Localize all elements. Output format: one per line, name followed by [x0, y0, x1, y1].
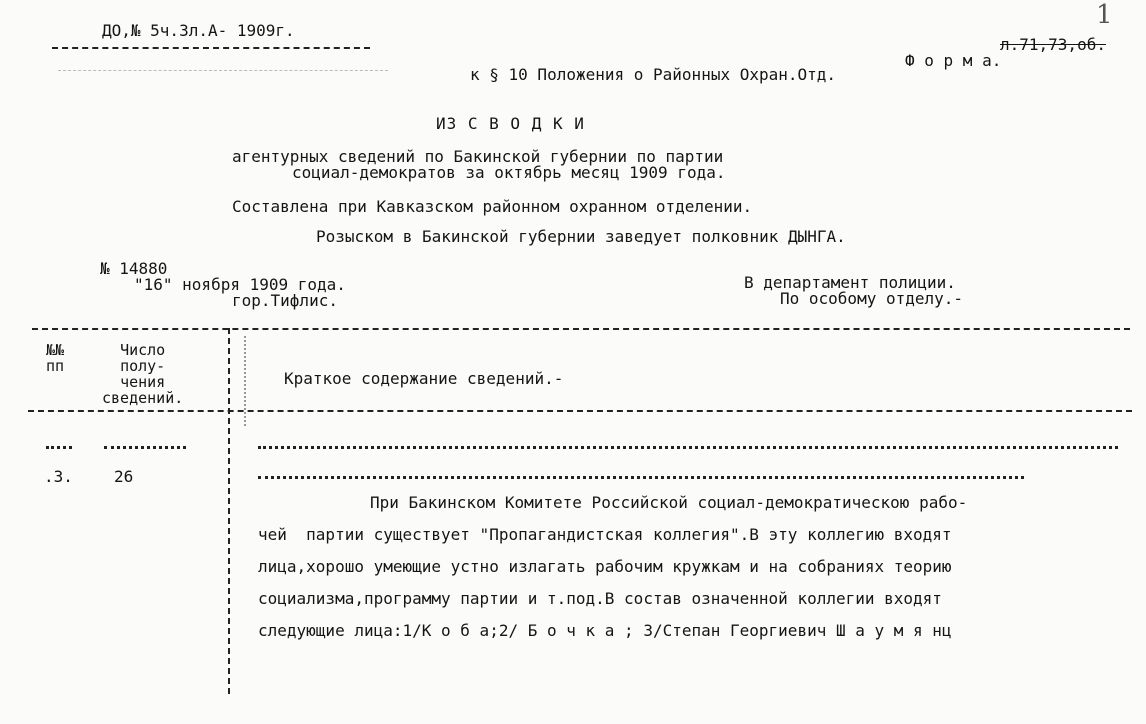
regulation-line: к § 10 Положения о Районных Охран.Отд. — [470, 65, 837, 84]
addressee-department: В департамент полиции. — [744, 273, 956, 292]
row-count: 26 — [114, 467, 134, 486]
summary-subtitle-line2: социал-демократов за октябрь месяц 1909 года. — [292, 163, 726, 182]
summary-heading: ИЗ С В О Д К И — [436, 114, 585, 133]
column-header-number: №№ пп — [46, 341, 65, 375]
corner-handwritten-mark: 1 — [1096, 0, 1113, 30]
summary-subtitle-line1: агентурных сведений по Бакинской губернии по партии — [232, 147, 724, 166]
column-divider-right — [244, 336, 246, 426]
content-line: лица,хорошо умеющие устно излагать рабочим кружкам и на собраниях теорию — [258, 557, 952, 576]
content-line: социализма,программу партии и т.под.В состав означенной коллегии входят — [258, 589, 942, 608]
archive-reference: ДО,№ 5ч.3л.А- 1909г. — [102, 21, 295, 40]
document-city: гор.Тифлис. — [232, 291, 338, 310]
column-divider-left — [228, 328, 230, 694]
dotted-fill-number — [46, 446, 72, 449]
sheet-reference: л.71,73,об. — [1000, 35, 1106, 54]
reference-underline — [52, 47, 370, 49]
compiled-by-line: Составлена при Кавказском районном охранном отделении. — [232, 197, 753, 216]
investigation-head-line: Розыском в Бакинской губернии заведует полковник ДЫНГА. — [316, 227, 846, 246]
table-top-rule — [32, 328, 1130, 330]
addressee-section: По особому отделу.- — [780, 289, 964, 308]
faint-rule — [58, 70, 388, 71]
content-line: При Бакинском Комитете Российской социал-демократическою рабо- — [370, 493, 968, 512]
content-line: следующие лица:1/К о б а;2/ Б о ч к а ; 3/Степан Георгиевич Ш а у м я нц — [258, 621, 952, 640]
column-header-content: Краткое содержание сведений.- — [284, 369, 564, 388]
form-label: Ф о р м а. — [905, 51, 1002, 70]
dotted-fill-content-1 — [258, 446, 1118, 449]
document-date: "16" ноября 1909 года. — [134, 275, 346, 294]
content-line: чей партии существует "Пропагандистская коллегия".В эту коллегию входят — [258, 525, 952, 544]
row-number: .3. — [44, 467, 73, 486]
dotted-fill-content-2 — [258, 476, 1024, 479]
table-header-rule — [28, 410, 1132, 412]
column-header-count: Число полу- чения сведений. — [102, 341, 184, 407]
dotted-fill-count — [104, 446, 186, 449]
document-number: № 14880 — [100, 259, 168, 278]
